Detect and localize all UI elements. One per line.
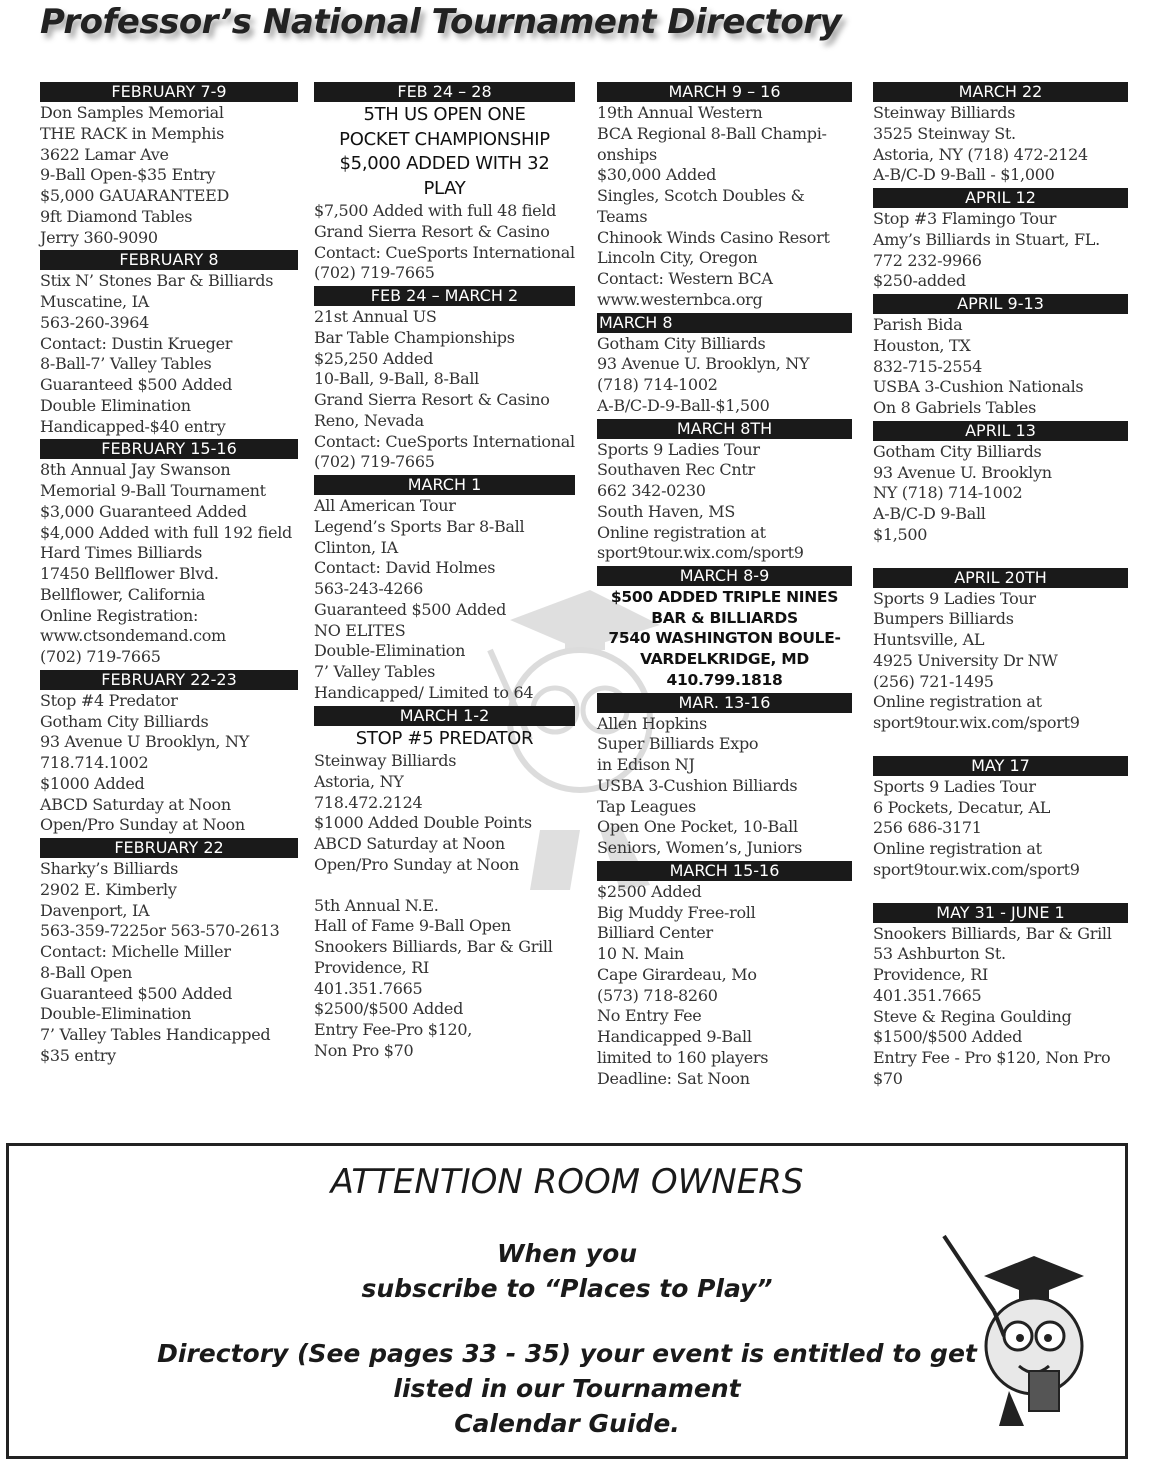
event-detail-line: Parish Bida (873, 315, 963, 334)
event-detail-line: $250-added (873, 271, 966, 291)
event-detail-line: USBA 3-Cushion Nationals (873, 377, 1084, 397)
event-detail-line: 256 686-3171 (873, 818, 982, 838)
column-3 (597, 80, 852, 1089)
event-detail-line: 563-243-4266 (314, 579, 424, 598)
event-detail-line: 9-Ball Open-$35 Entry (40, 165, 216, 185)
event-detail-line: Sports 9 Ladies Tour (597, 439, 760, 459)
event-detail-line: Online registration at (873, 692, 1042, 712)
event-headline: STOP #5 PREDATOR (355, 727, 534, 749)
event-detail-line: Gotham City Billiards (597, 333, 766, 353)
event-headline: VARDELKRIDGE, MD (640, 650, 809, 669)
event-detail-line: Contact: CueSports International (314, 242, 575, 262)
event-detail-line: ABCD Saturday at Noon (40, 794, 231, 814)
event-detail-line: Cape Girardeau, Mo (597, 964, 757, 984)
event-headline: $5,000 ADDED WITH 32 (339, 153, 550, 174)
event-detail-line: Sports 9 Ladies Tour (873, 776, 1036, 796)
event-detail-line: South Haven, MS (597, 501, 736, 521)
event-detail-line: $2500 Added (597, 881, 702, 901)
event-block (597, 313, 852, 417)
event-date-header: FEBRUARY 7-9 (40, 82, 298, 102)
event-headline: 5TH US OPEN ONE (363, 104, 526, 125)
event-detail-line: Online Registration: (40, 605, 199, 625)
event-detail-line: NO ELITES (314, 620, 406, 640)
event-detail-line: 832-715-2554 (873, 356, 983, 376)
event-block (873, 188, 1128, 292)
event-detail-line: Handicapped 9-Ball (597, 1027, 752, 1047)
event-detail-line: $1,500 (873, 524, 928, 544)
event-detail-line: $3,000 Guaranteed Added (40, 501, 247, 521)
event-detail-line: 8-Ball Open (40, 962, 133, 982)
event-detail-line: 6 Pockets, Decatur, AL (873, 797, 1051, 817)
event-date-header: APRIL 20TH (873, 568, 1128, 588)
event-detail-line: Open One Pocket, 10-Ball (597, 817, 798, 837)
event-detail-line: (573) 718-8260 (597, 985, 718, 1005)
event-detail-line: 9ft Diamond Tables (40, 206, 193, 226)
event-headline: 7540 WASHINGTON BOULE- (608, 629, 841, 648)
event-detail-line: 3525 Steinway St. (873, 123, 1016, 143)
event-date-header: FEBRUARY 15-16 (40, 439, 298, 459)
event-detail-line: (702) 719-7665 (314, 263, 435, 283)
event-detail-line: (702) 719-7665 (314, 452, 435, 472)
event-detail-line: Bumpers Billiards (873, 609, 1014, 629)
event-detail-line: $1000 Added (40, 773, 145, 793)
event-detail-line: Jerry 360-9090 (40, 227, 158, 247)
event-headline: PLAY (423, 177, 466, 199)
event-detail-line: Stix N’ Stones Bar & Billiards (40, 271, 274, 291)
event-detail-line: Double-Elimination (40, 1004, 192, 1024)
event-detail-line: sport9tour.wix.com/sport9 (873, 713, 1080, 732)
event-detail-line: 718.472.2124 (314, 792, 423, 812)
event-headline: POCKET CHAMPIONSHIP (339, 128, 550, 150)
event-detail-line: A-B/C-D 9-Ball - $1,000 (873, 165, 1055, 185)
event-date-header: MARCH 8-9 (597, 566, 852, 586)
event-date-header: MARCH 9 – 16 (597, 82, 852, 102)
event-detail-line: 17450 Bellflower Blvd. (40, 564, 219, 583)
spacer (873, 881, 1128, 901)
event-block (314, 706, 575, 1062)
event-detail-line: 93 Avenue U. Brooklyn (873, 462, 1052, 482)
event-headline: BAR & BILLIARDS (651, 608, 798, 627)
event-detail-line: $25,250 Added (314, 348, 434, 368)
event-detail-line: 93 Avenue U Brooklyn, NY (40, 732, 249, 752)
event-date-header: MARCH 15-16 (597, 861, 852, 881)
event-detail-line: No Entry Fee (597, 1006, 702, 1026)
event-detail-line: Sharky’s Billiards (40, 859, 179, 878)
event-detail-line: (702) 719-7665 (40, 647, 161, 666)
event-block (873, 294, 1128, 419)
event-detail-line: onships (597, 144, 657, 164)
event-detail-line: Don Samples Memorial (40, 103, 224, 122)
event-detail-line: ABCD Saturday at Noon (314, 834, 505, 853)
event-detail-line: Deadline: Sat Noon (597, 1068, 750, 1088)
event-detail-line: On 8 Gabriels Tables (873, 398, 1036, 417)
event-detail-line: 2902 E. Kimberly (40, 879, 177, 899)
event-block (597, 861, 852, 1090)
event-detail-line: Singles, Scotch Doubles & (597, 186, 805, 205)
event-detail-line: Reno, Nevada (314, 410, 424, 430)
event-date-header: MARCH 1-2 (314, 706, 575, 726)
event-detail-line: A-B/C-D 9-Ball (873, 504, 986, 523)
event-block (314, 286, 575, 473)
event-detail-line: Open/Pro Sunday at Noon (314, 854, 519, 874)
event-detail-line: $4,000 Added with full 192 field (40, 522, 292, 542)
event-detail-line: THE RACK in Memphis (40, 123, 224, 143)
event-detail-line: Snookers Billiards, Bar & Grill (873, 923, 1112, 943)
event-detail-line: $7,500 Added with full 48 field (314, 201, 557, 220)
event-date-header: APRIL 9-13 (873, 294, 1128, 314)
event-detail-line: $5,000 GAUARANTEED (40, 186, 230, 205)
event-headline: 410.799.1818 (666, 670, 783, 689)
event-detail-line: Online registration at (597, 522, 766, 542)
event-detail-line: Allen Hopkins (597, 713, 707, 733)
event-detail-line: 93 Avenue U. Brooklyn, NY (597, 354, 810, 374)
event-detail-line: 662 342-0230 (597, 481, 706, 500)
spacer (873, 734, 1128, 754)
event-detail-line: Gotham City Billiards (873, 441, 1042, 461)
event-date-header: APRIL 13 (873, 421, 1128, 441)
spacer (314, 876, 575, 896)
event-detail-line: Contact: Michelle Miller (40, 942, 231, 961)
event-block (40, 82, 298, 248)
event-detail-line: 401.351.7665 (873, 985, 982, 1005)
event-detail-line: Astoria, NY (314, 771, 404, 791)
event-detail-line: 8th Annual Jay Swanson (40, 460, 231, 480)
event-block (873, 568, 1128, 754)
event-block (873, 903, 1128, 1090)
event-date-header: MAR. 13-16 (597, 693, 852, 713)
event-detail-line: Tap Leagues (597, 796, 696, 816)
event-detail-line: 5th Annual N.E. (314, 895, 439, 915)
event-detail-line: 7’ Valley Tables (314, 662, 436, 681)
event-detail-line: 53 Ashburton St. (873, 944, 1006, 964)
event-detail-line: Contact: Western BCA (597, 269, 773, 288)
event-detail-line: (256) 721-1495 (873, 671, 994, 691)
event-detail-line: Bellflower, California (40, 584, 205, 604)
event-detail-line: 772 232-9966 (873, 250, 982, 270)
event-detail-line: 3622 Lamar Ave (40, 144, 169, 164)
event-detail-line: Muscatine, IA (40, 292, 149, 311)
event-detail-line: Teams (597, 206, 648, 226)
event-detail-line: Lincoln City, Oregon (597, 248, 758, 268)
event-date-header: MARCH 22 (873, 82, 1128, 102)
event-detail-line: $1500/$500 Added (873, 1027, 1023, 1047)
event-detail-line: Memorial 9-Ball Tournament (40, 481, 266, 500)
event-detail-line: (718) 714-1002 (597, 375, 718, 394)
event-detail-line: 19th Annual Western (597, 103, 763, 122)
event-detail-line: Gotham City Billiards (40, 711, 209, 731)
column-1 (40, 80, 298, 1067)
event-detail-line: Southaven Rec Cntr (597, 460, 755, 480)
event-date-header: MAY 31 - JUNE 1 (873, 903, 1128, 923)
event-detail-line: Steinway Billiards (873, 103, 1016, 122)
event-detail-line: Handicapped-$40 entry (40, 416, 226, 436)
event-block (40, 838, 298, 1067)
event-detail-line: A-B/C-D-9-Ball-$1,500 (597, 395, 770, 415)
event-detail-line: Handicapped/ Limited to 64 (314, 682, 534, 702)
event-block (597, 566, 852, 691)
event-detail-line: Grand Sierra Resort & Casino (314, 390, 550, 409)
event-detail-line: Providence, RI (873, 965, 988, 984)
column-2 (314, 80, 575, 1062)
event-detail-line: sport9tour.wix.com/sport9 (873, 859, 1080, 879)
event-detail-line: 563-359-7225or 563-570-2613 (40, 921, 280, 941)
event-detail-line: Sports 9 Ladies Tour (873, 588, 1036, 608)
event-detail-line: USBA 3-Cushion Billiards (597, 775, 798, 795)
event-detail-line: www.ctsondemand.com (40, 626, 226, 646)
event-detail-line: Grand Sierra Resort & Casino (314, 221, 550, 241)
event-detail-line: Steve & Regina Goulding (873, 1006, 1072, 1026)
event-detail-line: Bar Table Championships (314, 327, 515, 347)
event-detail-line: 21st Annual US (314, 307, 437, 326)
event-detail-line: www.westernbca.org (597, 289, 763, 309)
event-detail-line: NY (718) 714-1002 (873, 483, 1023, 503)
event-detail-line: 7’ Valley Tables Handicapped (40, 1025, 271, 1044)
event-detail-line: Billiard Center (597, 923, 713, 943)
event-detail-line: Huntsville, AL (873, 630, 985, 649)
event-detail-line: 10 N. Main (597, 944, 684, 964)
event-detail-line: Chinook Winds Casino Resort (597, 227, 830, 247)
attention-line-4: listed in our Tournament (393, 1374, 741, 1403)
event-date-header: FEBRUARY 22-23 (40, 670, 298, 690)
event-detail-line: Hard Times Billiards (40, 543, 203, 563)
attention-line-3: Directory (See pages 33 - 35) your event is entitled to get (157, 1339, 977, 1368)
event-date-header: MARCH 8TH (597, 419, 852, 439)
event-detail-line: Entry Fee - Pro $120, Non Pro (873, 1048, 1111, 1067)
event-detail-line: Hall of Fame 9-Ball Open (314, 916, 511, 936)
event-date-header: MARCH 8 (597, 313, 852, 333)
event-detail-line: $30,000 Added (597, 165, 717, 185)
event-detail-line: Guaranteed $500 Added (40, 983, 233, 1003)
event-block (597, 419, 852, 565)
event-detail-line: $2500/$500 Added (314, 999, 464, 1019)
event-block (873, 82, 1128, 186)
event-detail-line: Online registration at (873, 839, 1042, 858)
event-detail-line: Super Billiards Expo (597, 734, 759, 754)
event-date-header: MARCH 1 (314, 475, 575, 495)
professor-mascot-icon (924, 1231, 1094, 1431)
event-detail-line: Entry Fee-Pro $120, (314, 1020, 472, 1039)
event-block (873, 421, 1128, 566)
event-detail-line: Contact: CueSports International (314, 431, 575, 451)
event-block (40, 439, 298, 668)
event-detail-line: 563-260-3964 (40, 312, 150, 332)
event-block (40, 250, 298, 437)
event-date-header: FEB 24 – 28 (314, 82, 575, 102)
event-detail-line: $35 entry (40, 1045, 116, 1065)
event-headline: $500 ADDED TRIPLE NINES (610, 588, 839, 606)
event-detail-line: 4925 University Dr NW (873, 650, 1058, 670)
event-detail-line: Snookers Billiards, Bar & Grill (314, 937, 553, 956)
event-detail-line: Clinton, IA (314, 537, 398, 557)
event-detail-line: Guaranteed $500 Added (314, 599, 507, 619)
event-detail-line: Astoria, NY (718) 472-2124 (873, 144, 1088, 164)
event-detail-line: 718.714.1002 (40, 753, 149, 772)
attention-title: ATTENTION ROOM OWNERS (330, 1162, 804, 1202)
event-date-header: FEBRUARY 8 (40, 250, 298, 270)
event-detail-line: Big Muddy Free-roll (597, 902, 756, 922)
attention-line-2: subscribe to “Places to Play” (361, 1274, 773, 1303)
event-block (597, 693, 852, 859)
event-detail-line: Amy’s Billiards in Stuart, FL. (873, 229, 1100, 249)
event-detail-line: Double-Elimination (314, 641, 466, 661)
event-detail-line: Stop #3 Flamingo Tour (873, 209, 1057, 228)
event-detail-line: Open/Pro Sunday at Noon (40, 815, 245, 835)
event-block (314, 82, 575, 284)
event-block (597, 82, 852, 311)
page-title: Professor’s National Tournament Directory (40, 2, 842, 42)
event-detail-line: All American Tour (314, 496, 456, 515)
event-detail-line: sport9tour.wix.com/sport9 (597, 543, 804, 563)
attention-line-1: When you (496, 1239, 638, 1268)
event-detail-line: Houston, TX (873, 335, 971, 355)
event-detail-line: Guaranteed $500 Added (40, 375, 233, 394)
event-detail-line: Non Pro $70 (314, 1040, 414, 1060)
attention-line-5: Calendar Guide. (454, 1409, 680, 1438)
event-detail-line: Steinway Billiards (314, 751, 457, 770)
event-detail-line: Legend’s Sports Bar 8-Ball (314, 516, 525, 536)
tournament-columns (0, 80, 1154, 1140)
event-block (40, 670, 298, 836)
attention-box (6, 1143, 1128, 1459)
event-date-header: MAY 17 (873, 756, 1128, 776)
event-date-header: FEBRUARY 22 (40, 838, 298, 858)
event-detail-line: 10-Ball, 9-Ball, 8-Ball (314, 369, 479, 389)
event-date-header: FEB 24 – MARCH 2 (314, 286, 575, 306)
event-detail-line: Davenport, IA (40, 900, 150, 920)
spacer (873, 546, 1128, 566)
event-detail-line: Contact: Dustin Krueger (40, 333, 233, 353)
event-block (873, 756, 1128, 901)
event-detail-line: 401.351.7665 (314, 978, 423, 998)
event-detail-line: Double Elimination (40, 395, 191, 415)
event-detail-line: Providence, RI (314, 957, 429, 977)
event-date-header: APRIL 12 (873, 188, 1128, 208)
event-detail-line: BCA Regional 8-Ball Champi- (597, 123, 827, 143)
event-detail-line: Seniors, Women’s, Juniors (597, 838, 803, 858)
event-detail-line: Stop #4 Predator (40, 690, 178, 710)
event-detail-line: in Edison NJ (597, 755, 695, 775)
event-block (314, 475, 575, 704)
event-detail-line: limited to 160 players (597, 1047, 769, 1067)
event-detail-line: $1000 Added Double Points (314, 813, 532, 833)
event-detail-line: 8-Ball-7’ Valley Tables (40, 354, 212, 374)
column-4 (873, 80, 1128, 1090)
event-detail-line: $70 (873, 1068, 903, 1088)
event-detail-line: Contact: David Holmes (314, 558, 496, 578)
